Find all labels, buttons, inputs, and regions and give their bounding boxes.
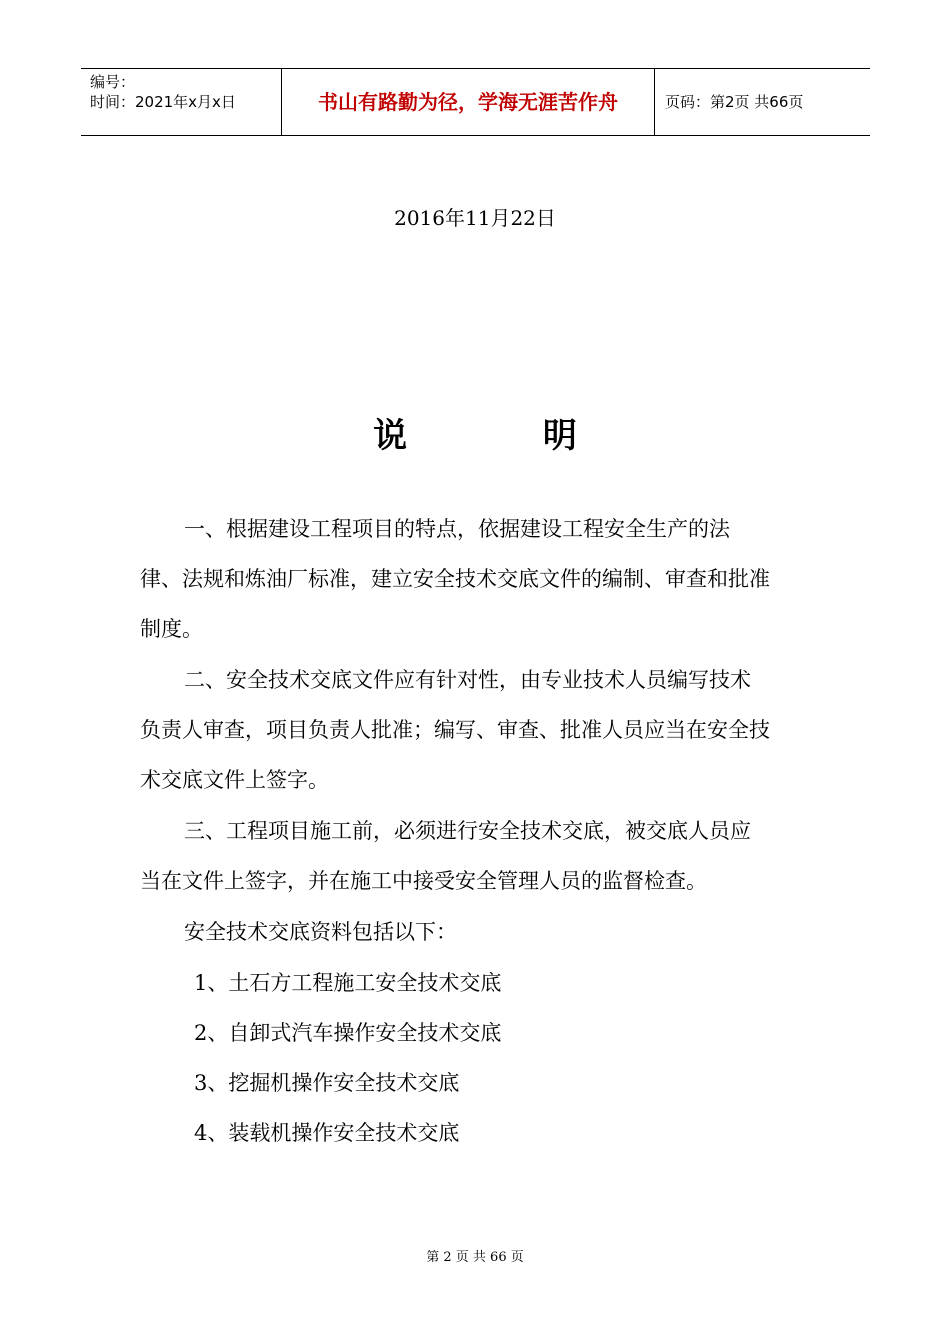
paragraph-1: 一、根据建设工程项目的特点，依据建设工程安全生产的法律、法规和炼油厂标准，建立安全技术交底文件的编制、审查和批准制度。 <box>140 517 770 641</box>
page-title: 说 明 <box>373 416 639 456</box>
paragraph-4: 安全技术交底资料包括以下： <box>184 920 457 944</box>
list-item: 2、自卸式汽车操作安全技术交底 <box>194 1021 502 1045</box>
list-item: 4、装载机操作安全技术交底 <box>194 1121 460 1145</box>
paragraph-2: 二、安全技术交底文件应有针对性，由专业技术人员编写技术负责人审查，项目负责人批准；编写、审查、批准人员应当在安全技术交底文件上签字。 <box>140 668 770 792</box>
document-header <box>81 68 870 136</box>
header-page-label: 页码：第2页 共66页 <box>665 93 804 111</box>
list-item: 1、土石方工程施工安全技术交底 <box>194 971 502 995</box>
header-info-cell <box>81 69 282 135</box>
document-time-label: 时间：2021年x月x日 <box>90 93 236 111</box>
document-date: 2016年11月22日 <box>394 206 556 230</box>
document-body <box>140 504 770 1158</box>
paragraph-3: 三、工程项目施工前，必须进行安全技术交底，被交底人员应当在文件上签字，并在施工中接受安全管理人员的监督检查。 <box>140 819 751 893</box>
header-motto: 书山有路勤为径，学海无涯苦作舟 <box>282 69 655 135</box>
list-item: 3、挖掘机操作安全技术交底 <box>194 1071 460 1095</box>
page-footer: 第 2 页 共 66 页 <box>426 1250 524 1265</box>
document-number-label: 编号： <box>90 73 136 91</box>
